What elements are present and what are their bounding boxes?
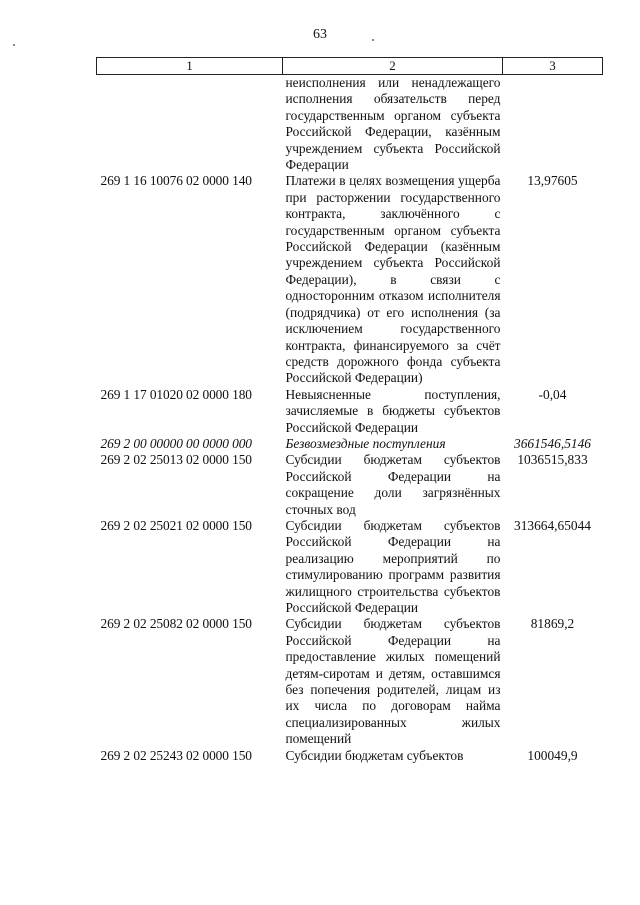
scan-speck	[372, 39, 374, 41]
revenue-name: Субсидии бюджетам субъектов	[285, 747, 464, 763]
revenue-name: Субсидии бюджетам субъектов Российской Федерации на сокращение доли загрязнённых сточных вод	[285, 452, 501, 517]
column-header-3: 3	[503, 58, 603, 75]
amount: -0,04	[538, 386, 567, 402]
table-row	[97, 387, 603, 436]
scan-speck	[13, 44, 15, 46]
revenue-name: Безвозмездные поступления	[285, 435, 446, 451]
table-header	[97, 58, 603, 75]
budget-code: 269 2 02 25082 02 0000 150	[100, 616, 252, 632]
revenue-table	[96, 57, 603, 764]
budget-code: 269 2 02 25013 02 0000 150	[100, 452, 252, 468]
page-number: 63	[313, 27, 327, 42]
table-row	[97, 748, 603, 764]
amount: 313664,65044	[514, 517, 591, 533]
amount	[503, 75, 603, 174]
budget-code: 269 2 00 00000 00 0000 000	[100, 435, 252, 451]
table-row	[97, 518, 603, 616]
amount: 3661546,5146	[514, 435, 591, 451]
table-row	[97, 616, 603, 747]
budget-code	[97, 75, 283, 174]
amount: 1036515,833	[517, 452, 588, 468]
budget-code: 269 1 16 10076 02 0000 140	[100, 173, 252, 189]
revenue-name: Невыясненные поступления, зачисляемые в бюджеты субъектов Российской Федерации	[285, 386, 501, 435]
revenue-name: Субсидии бюджетам субъектов Российской Федерации на предоставление жилых помещений детям-сиротам и детям, оставшимся без попечения родителей, лицам из их числа по договорам найма специализированных жилых помещений	[285, 616, 501, 747]
amount: 81869,2	[530, 616, 575, 632]
column-header-2: 2	[283, 58, 503, 75]
budget-code: 269 1 17 01020 02 0000 180	[100, 386, 252, 402]
budget-code: 269 2 02 25243 02 0000 150	[100, 747, 252, 763]
table-row	[97, 452, 603, 518]
table-row	[97, 75, 603, 174]
table-row-section	[97, 436, 603, 452]
budget-code: 269 2 02 25021 02 0000 150	[100, 517, 252, 533]
revenue-name: Субсидии бюджетам субъектов Российской Федерации на реализацию мероприятий по стимулированию программ развития жилищного строительства субъектов Российской Федерации	[285, 517, 501, 615]
revenue-name: Платежи в целях возмещения ущерба при расторжении государственного контракта, заключённого с государственным органом субъекта Российской Федерации (казённым учреждением субъекта Российской Федерации), в связи с односторонним отказом исполнителя (подрядчика) от его исполнения (за исключением государственного контракта, финансируемого за счёт средств дорожного фонда субъекта Российской Федерации)	[285, 173, 501, 386]
amount: 13,97605	[527, 173, 578, 189]
revenue-name: неисполнения или ненадлежащего исполнения обязательств перед государственным органом субъекта Российской Федерации, казённым учреждением субъекта Российской Федерации	[285, 75, 501, 173]
table-row	[97, 173, 603, 386]
column-header-1: 1	[97, 58, 283, 75]
amount: 100049,9	[527, 747, 578, 763]
